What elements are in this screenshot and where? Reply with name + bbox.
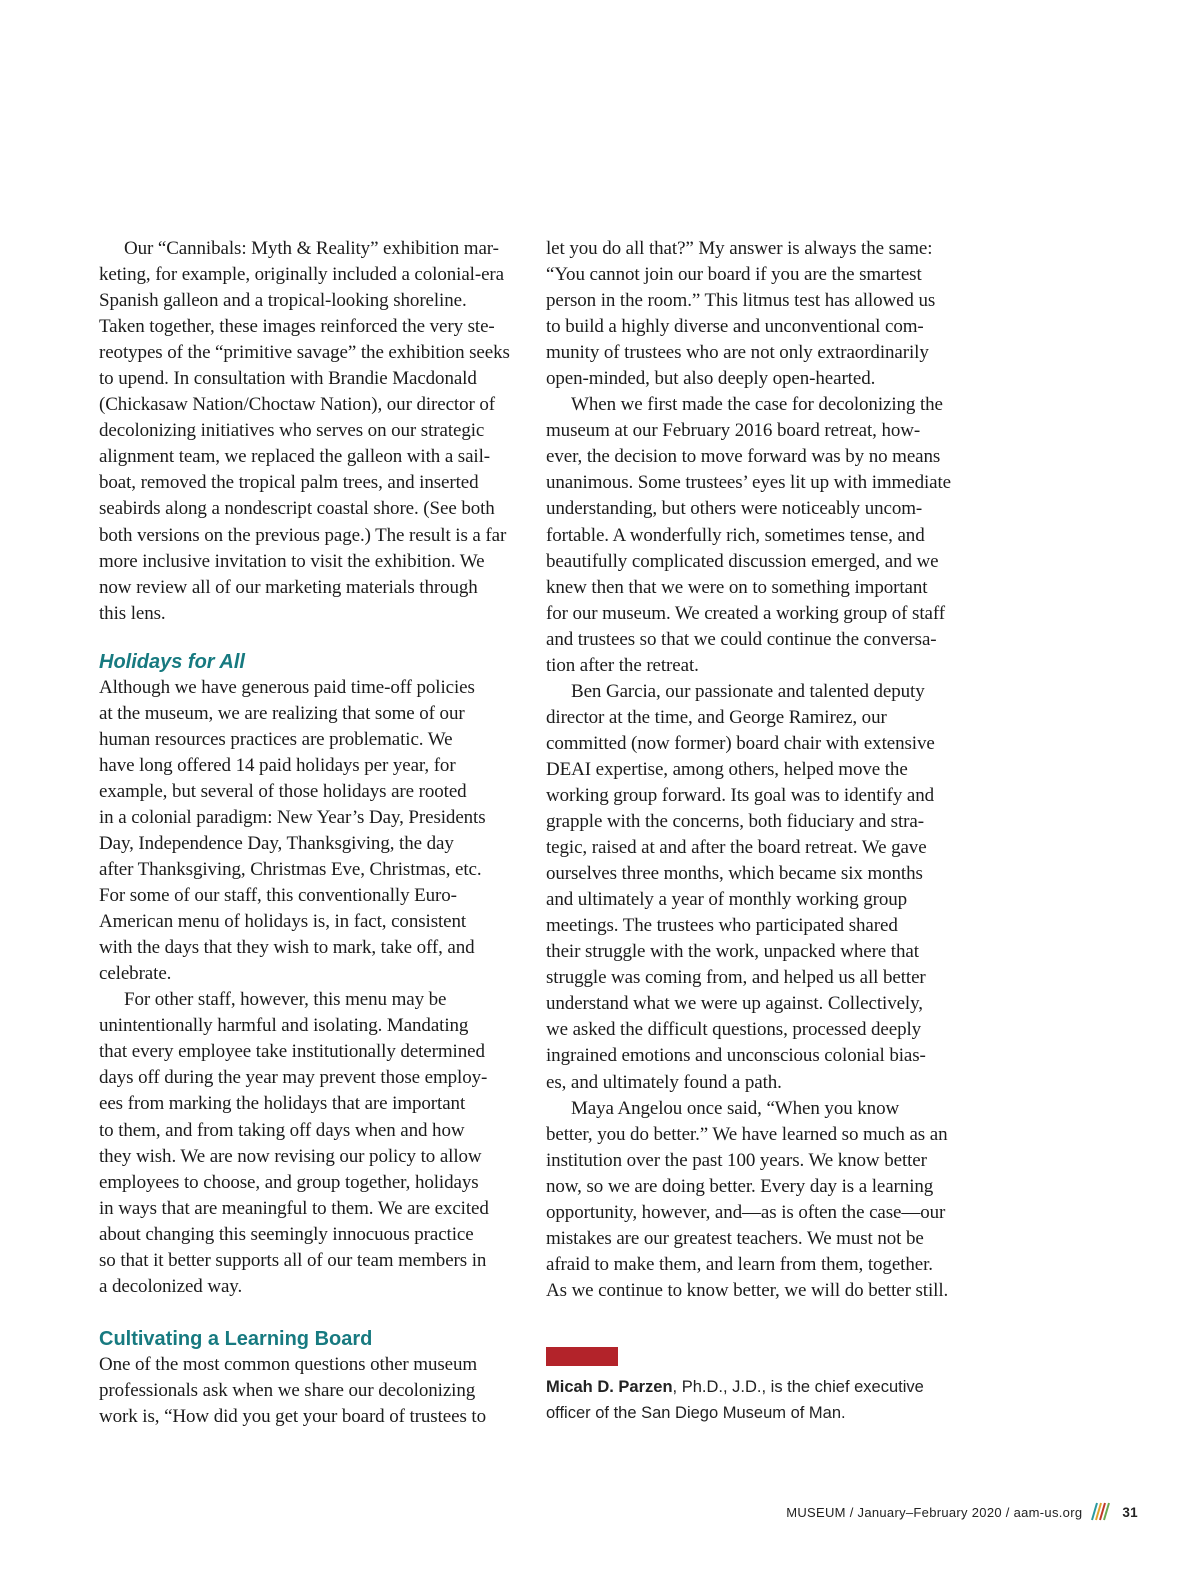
text-line: For some of our staff, this conventionally Euro- [99, 885, 457, 907]
page-footer [786, 1501, 1138, 1523]
text-line: director at the time, and George Ramirez, our [546, 706, 887, 728]
text-line: after Thanksgiving, Christmas Eve, Christmas, etc. [99, 859, 482, 881]
text-line: their struggle with the work, unpacked where that [546, 941, 919, 963]
text-line: (Chickasaw Nation/Choctaw Nation), our director of [99, 394, 495, 416]
text-line: at the museum, we are realizing that some of our [99, 702, 465, 724]
text-line: seabirds along a nondescript coastal shore. (See both [99, 498, 495, 520]
text-line: ingrained emotions and unconscious colonial bias- [546, 1045, 926, 1067]
text-line: to them, and from taking off days when and how [99, 1119, 465, 1141]
section-heading-holidays: Holidays for All [99, 650, 245, 673]
text-line: for our museum. We created a working group of staff [546, 602, 945, 624]
text-line: unintentionally harmful and isolating. Mandating [99, 1015, 469, 1037]
text-line: let you do all that?” My answer is always the same: [546, 238, 933, 259]
text-line: Day, Independence Day, Thanksgiving, the day [99, 832, 454, 854]
text-line: Maya Angelou once said, “When you know [571, 1097, 900, 1119]
text-line: opportunity, however, and—as is often the case—our [546, 1201, 946, 1223]
text-line: working group forward. Its goal was to identify and [546, 784, 935, 806]
text-line: to upend. In consultation with Brandie Macdonald [99, 368, 477, 390]
text-line: meetings. The trustees who participated shared [546, 915, 898, 937]
author-name: Micah D. Parzen [546, 1378, 673, 1396]
text-line: work is, “How did you get your board of trustees to [99, 1405, 486, 1427]
text-line: ourselves three months, which became six months [546, 863, 923, 885]
text-line: Although we have generous paid time-off policies [99, 676, 475, 698]
text-line: munity of trustees who are not only extraordinarily [546, 342, 929, 364]
text-line: so that it better supports all of our team members in [99, 1249, 487, 1271]
paragraph-learning-board [99, 1352, 517, 1430]
text-line: One of the most common questions other museum [99, 1353, 478, 1375]
paragraph-other-staff [99, 987, 517, 1300]
text-line: now, so we are doing better. Every day is a learning [546, 1175, 934, 1197]
text-line: afraid to make them, and learn from them, together. [546, 1253, 933, 1275]
text-line: to build a highly diverse and unconventional com- [546, 316, 924, 338]
text-line: celebrate. [99, 963, 172, 985]
text-line: human resources practices are problematic. We [99, 728, 453, 750]
right-column [546, 236, 964, 1304]
section-heading-board: Cultivating a Learning Board [99, 1327, 373, 1350]
text-line: this lens. [99, 602, 166, 624]
text-line: employees to choose, and group together, holidays [99, 1171, 479, 1193]
text-line: in ways that are meaningful to them. We are excited [99, 1197, 489, 1219]
text-line: fortable. A wonderfully rich, sometimes tense, and [546, 524, 925, 546]
text-line: grapple with the concerns, both fiduciary and stra- [546, 811, 924, 833]
text-line: For other staff, however, this menu may be [124, 989, 447, 1011]
text-line: decolonizing initiatives who serves on our strategic [99, 420, 485, 442]
text-line: days off during the year may prevent those employ- [99, 1067, 488, 1089]
author-bio-line [546, 1374, 976, 1400]
text-line: knew then that we were on to something important [546, 576, 928, 598]
text-line: beautifully complicated discussion emerged, and we [546, 550, 939, 572]
text-line: ees from marking the holidays that are important [99, 1093, 466, 1115]
text-line: mistakes are our greatest teachers. We must not be [546, 1227, 924, 1249]
text-line: reotypes of the “primitive savage” the exhibition seeks [99, 342, 510, 364]
text-line: alignment team, we replaced the galleon with a sail- [99, 446, 491, 468]
paragraph-cannibals-marketing [99, 236, 517, 627]
footer-text: MUSEUM / January–February 2020 / aam-us.org [786, 1504, 1083, 1520]
paragraph-holidays [99, 675, 517, 988]
text-line: committed (now former) board chair with extensive [546, 732, 935, 754]
text-line: museum at our February 2016 board retreat, how- [546, 420, 921, 442]
paragraph-board-answer [546, 236, 964, 392]
spacer [99, 627, 517, 649]
text-line: “You cannot join our board if you are the smartest [546, 264, 922, 286]
author-bio-line: officer of the San Diego Museum of Man. [546, 1404, 846, 1422]
text-line: tion after the retreat. [546, 654, 699, 676]
text-line: Ben Garcia, our passionate and talented deputy [571, 680, 925, 702]
text-line: DEAI expertise, among others, helped move the [546, 758, 908, 780]
text-line: es, and ultimately found a path. [546, 1071, 782, 1093]
paragraph-working-group [546, 679, 964, 1096]
text-line: tegic, raised at and after the board retreat. We gave [546, 837, 927, 859]
paragraph-maya-angelou [546, 1096, 964, 1304]
text-line: As we continue to know better, we will do better still. [546, 1279, 949, 1301]
text-line: struggle was coming from, and helped us all better [546, 967, 926, 989]
text-line: unanimous. Some trustees’ eyes lit up with immediate [546, 472, 951, 494]
text-line: with the days that they wish to mark, take off, and [99, 937, 475, 959]
text-line: professionals ask when we share our decolonizing [99, 1379, 476, 1401]
text-line: example, but several of those holidays are rooted [99, 780, 467, 802]
text-line: better, you do better.” We have learned so much as an [546, 1123, 948, 1145]
text-line: we asked the difficult questions, processed deeply [546, 1019, 922, 1041]
text-line: keting, for example, originally included a colonial-era [99, 264, 504, 286]
author-bio [546, 1374, 976, 1426]
text-line: they wish. We are now revising our policy to allow [99, 1145, 482, 1167]
text-line: institution over the past 100 years. We know better [546, 1149, 927, 1171]
spacer [99, 1300, 517, 1326]
text-line: When we first made the case for decolonizing the [571, 394, 943, 416]
text-line: understand what we were up against. Collectively, [546, 993, 923, 1015]
text-line: person in the room.” This litmus test has allowed us [546, 290, 936, 312]
text-line: open-minded, but also deeply open-hearted. [546, 368, 876, 390]
text-line: and trustees so that we could continue the conversa- [546, 628, 937, 650]
text-line: Our “Cannibals: Myth & Reality” exhibition mar- [124, 238, 499, 259]
text-line: now review all of our marketing materials through [99, 576, 478, 598]
text-line: ever, the decision to move forward was by no means [546, 446, 941, 468]
left-column [99, 236, 517, 1430]
text-line: about changing this seemingly innocuous practice [99, 1223, 474, 1245]
paragraph-board-retreat [546, 392, 964, 679]
text-line: and ultimately a year of monthly working group [546, 889, 908, 911]
text-line: a decolonized way. [99, 1275, 243, 1297]
text-line: understanding, but others were noticeably uncom- [546, 498, 923, 520]
text-line: more inclusive invitation to visit the exhibition. We [99, 550, 485, 572]
text-line: in a colonial paradigm: New Year’s Day, Presidents [99, 806, 486, 828]
text-line: both versions on the previous page.) The result is a far [99, 524, 507, 546]
text-line: Taken together, these images reinforced the very ste- [99, 316, 495, 338]
text-line: that every employee take institutionally determined [99, 1041, 485, 1063]
page-number: 31 [1122, 1504, 1138, 1520]
author-accent-bar [546, 1347, 618, 1366]
text-line: American menu of holidays is, in fact, consistent [99, 911, 467, 933]
text-line: Spanish galleon and a tropical-looking shoreline. [99, 290, 467, 312]
aam-logo-icon [1088, 1500, 1110, 1525]
text-line: boat, removed the tropical palm trees, and inserted [99, 472, 479, 494]
text-line: have long offered 14 paid holidays per year, for [99, 754, 456, 776]
author-credentials: , Ph.D., J.D., is the chief executive [672, 1378, 924, 1396]
